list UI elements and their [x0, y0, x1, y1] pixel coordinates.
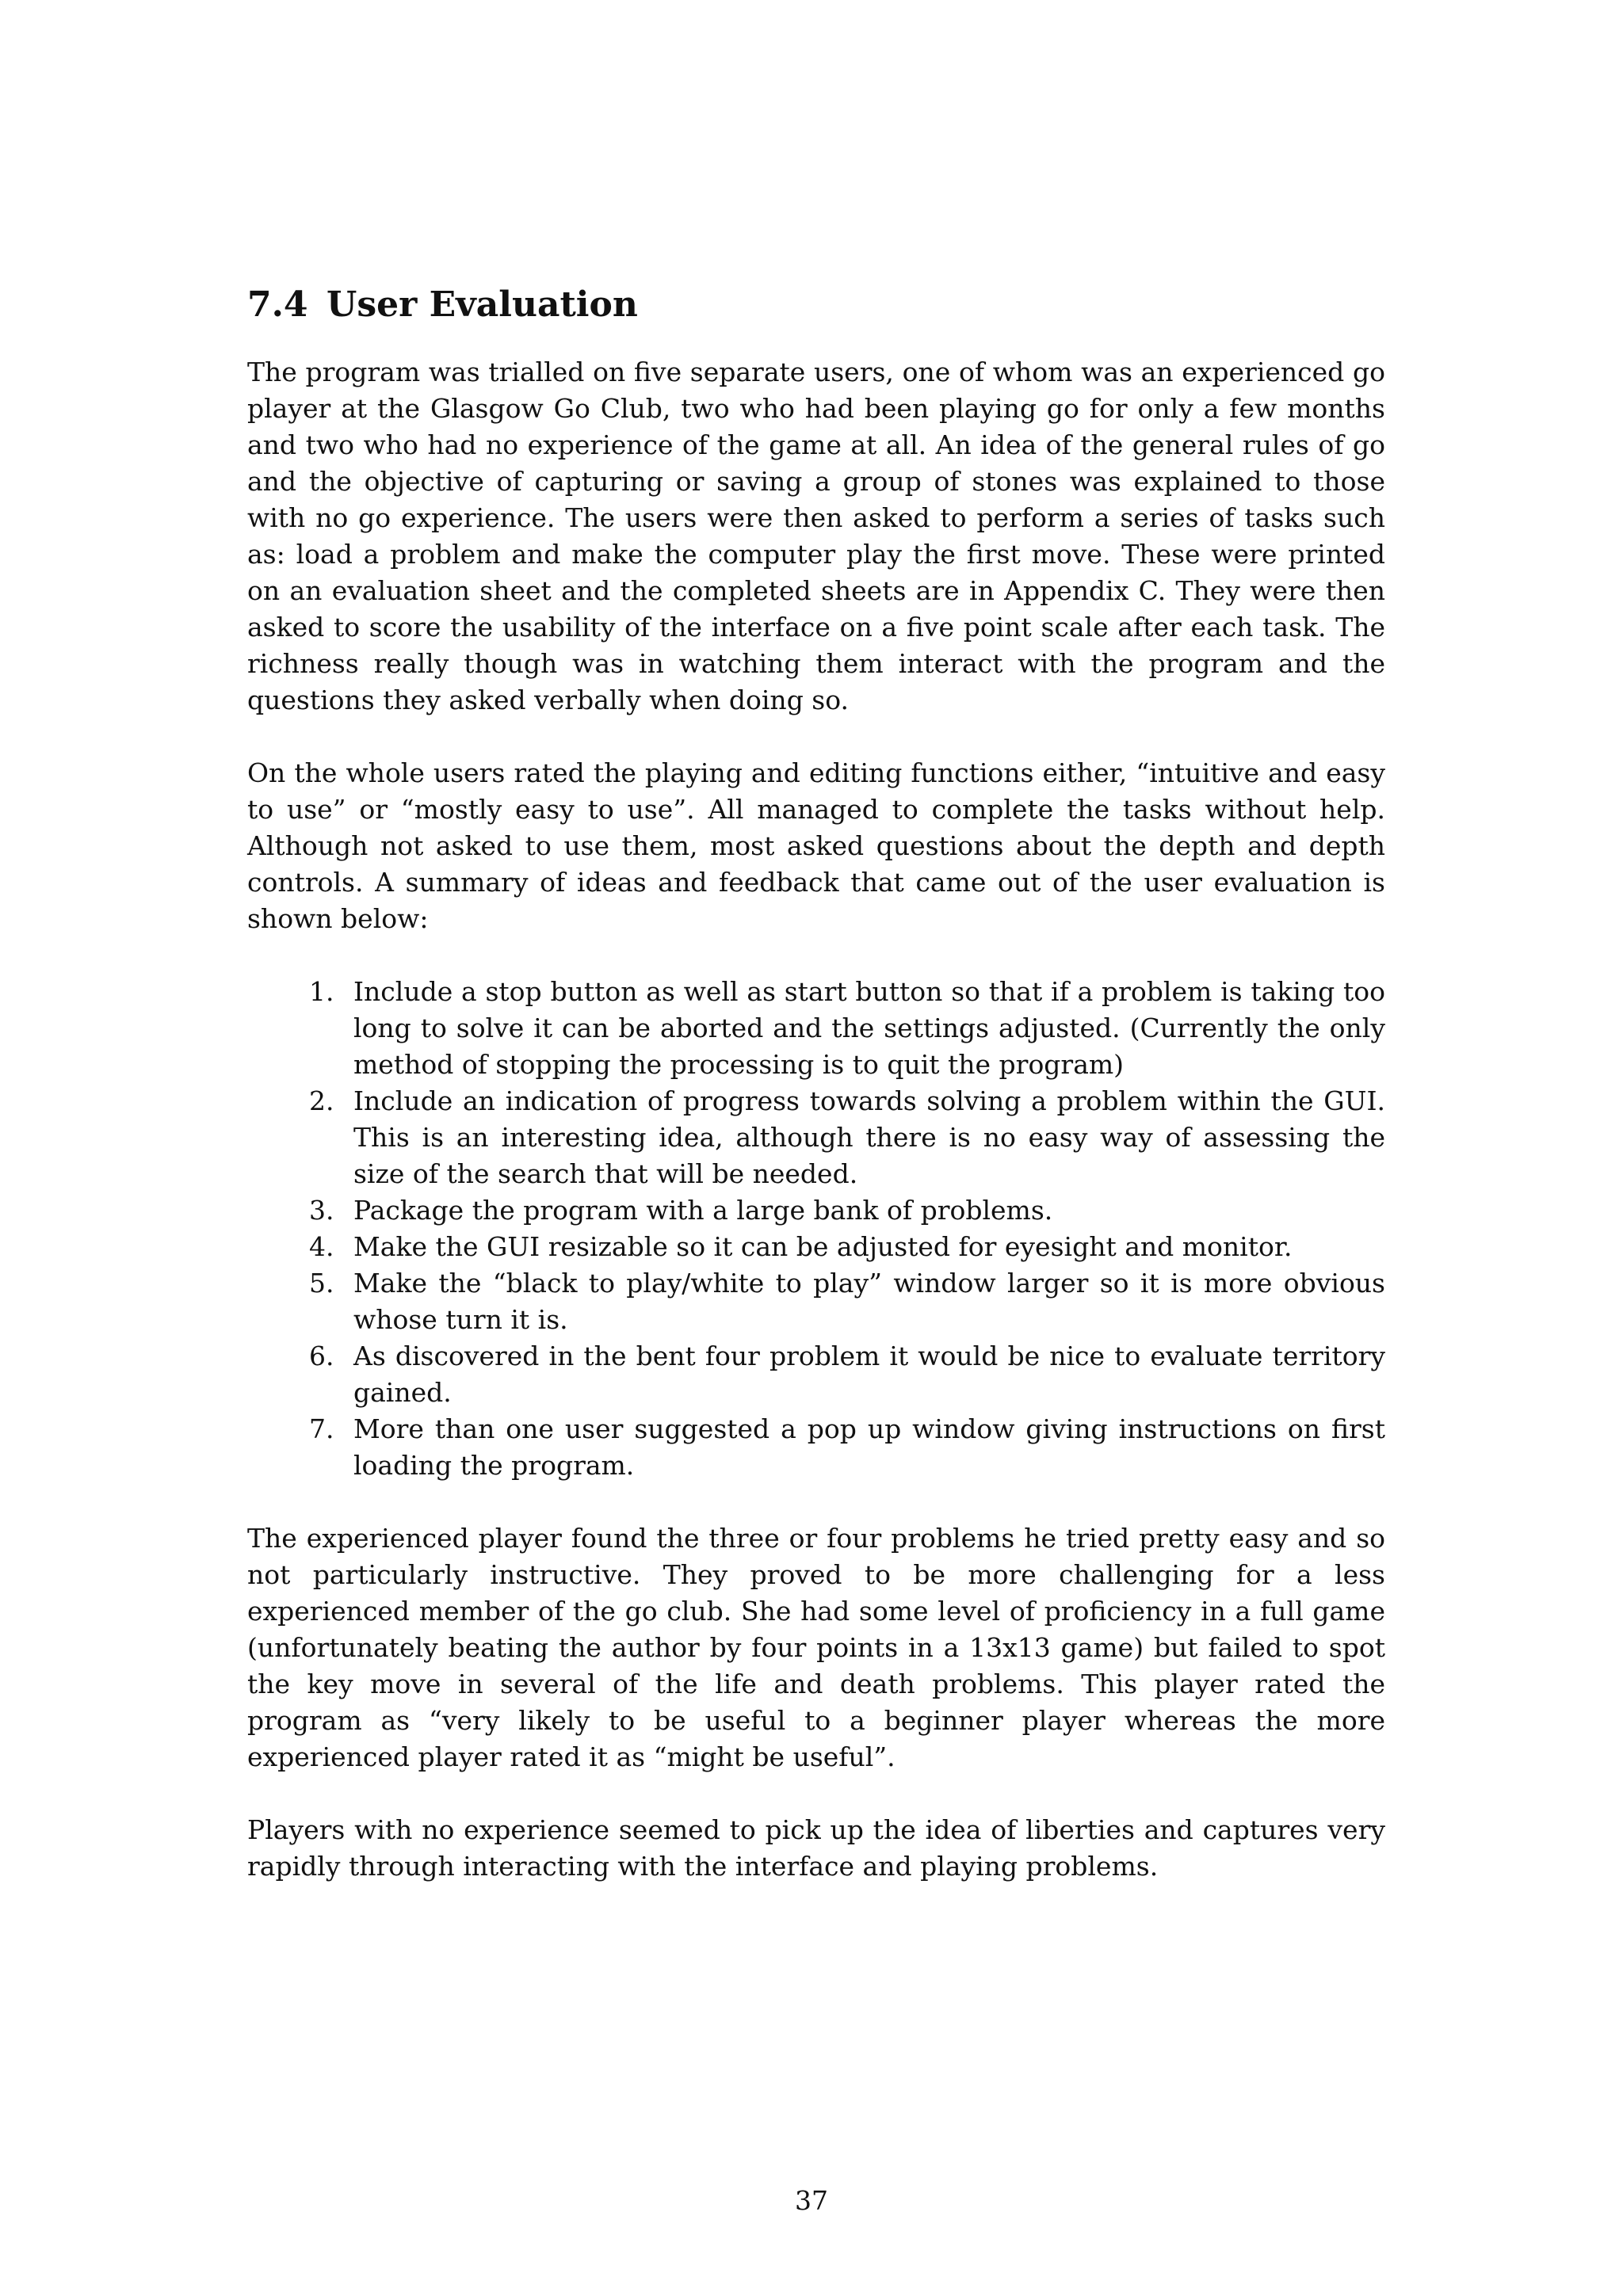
list-item-text: Package the program with a large bank of problems.: [353, 1195, 1053, 1226]
list-item: [309, 1338, 1385, 1411]
list-item-text: Include a stop button as well as start button so that if a problem is taking too long to solve it can be aborted and the settings adjusted. (Currently the only method of stopping the processing is to quit the program): [353, 976, 1385, 1080]
list-item-number: 5.: [309, 1268, 334, 1299]
list-item: [309, 1192, 1385, 1229]
list-item-number: 1.: [309, 976, 334, 1007]
list-item-text: More than one user suggested a pop up window giving instructions on first loading the program.: [353, 1413, 1385, 1481]
list-item-text: Make the GUI resizable so it can be adjusted for eyesight and monitor.: [353, 1231, 1293, 1262]
list-item-text: Include an indication of progress towards solving a problem within the GUI. This is an interesting idea, although there is no easy way of assessing the size of the search that will be needed.: [353, 1085, 1385, 1189]
list-item: [309, 1265, 1385, 1338]
list-item: [309, 1411, 1385, 1484]
paragraph-beginners: Players with no experience seemed to pick up the idea of liberties and captures very rapidly through interacting with the interface and playing problems.: [247, 1814, 1385, 1882]
section-title: User Evaluation: [327, 284, 638, 325]
list-item-text: As discovered in the bent four problem it would be nice to evaluate territory gained.: [353, 1341, 1385, 1408]
paragraph-summary: On the whole users rated the playing and editing functions either, “intuitive and easy to use” or “mostly easy to use”. All managed to complete the tasks without help. Although not asked to use them, most asked questions about the depth and depth controls. A summary of ideas and feedback that came out of the user evaluation is shown below:: [247, 757, 1385, 934]
paragraph-intro: The program was trialled on five separate users, one of whom was an experienced go player at the Glasgow Go Club, two who had been playing go for only a few months and two who had no experience of the game at all. An idea of the general rules of go and the objective of capturing or saving a group of stones was explained to those with no go experience. The users were then asked to perform a series of tasks such as: load a problem and make the computer play the first move. These were printed on an evaluation sheet and the completed sheets are in Appendix C. They were then asked to score the usability of the interface on a five point scale after each task. The richness really though was in watching them interact with the program and the questions they asked verbally when doing so.: [247, 357, 1385, 715]
list-item: [309, 1229, 1385, 1265]
list-item-number: 7.: [309, 1413, 334, 1444]
list-item: [309, 1083, 1385, 1192]
list-item-number: 3.: [309, 1195, 334, 1226]
list-item-number: 2.: [309, 1085, 334, 1116]
section-heading: [247, 281, 1385, 329]
section-number: 7.4: [247, 284, 308, 325]
list-item: [309, 974, 1385, 1083]
page-body: [247, 281, 1385, 1921]
page-number: 37: [795, 2185, 828, 2216]
feedback-list: [247, 974, 1385, 1484]
list-item-text: Make the “black to play/white to play” window larger so it is more obvious whose turn it is.: [353, 1268, 1385, 1335]
paragraph-experienced-player: The experienced player found the three or four problems he tried pretty easy and so not particularly instructive. They proved to be more challenging for a less experienced member of the go club. She had some level of proficiency in a full game (unfortunately beating the author by four points in a 13x13 game) but failed to spot the key move in several of the life and death problems. This player rated the program as “very likely to be useful to a beginner player whereas the more experienced player rated it as “might be useful”.: [247, 1523, 1385, 1772]
list-item-number: 6.: [309, 1341, 334, 1371]
list-item-number: 4.: [309, 1231, 334, 1262]
